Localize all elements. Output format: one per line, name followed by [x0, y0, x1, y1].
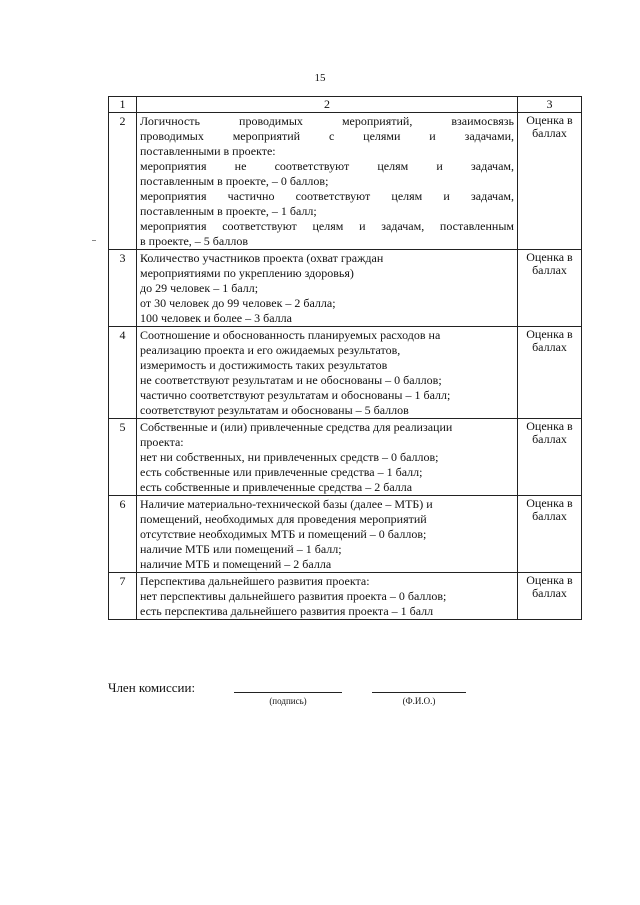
criterion-text: [137, 496, 518, 573]
header-col-3: 3: [518, 97, 582, 113]
criterion-line: помещений, необходимых для проведения мероприятий: [140, 512, 427, 526]
criterion-line: в проекте, – 5 баллов: [140, 234, 248, 248]
criterion-line: мероприятия частично соответствуют целям и задачам,: [140, 189, 514, 203]
criterion-text: [137, 113, 518, 250]
criterion-line: реализацию проекта и его ожидаемых результатов,: [140, 343, 401, 357]
row-number: 5: [109, 419, 137, 496]
score-label-line1: Оценка в: [526, 250, 573, 264]
table-row: [109, 327, 582, 419]
signature-line: [234, 692, 342, 693]
criterion-line: не соответствуют результатам и не обоснованы – 0 баллов;: [140, 373, 442, 387]
score-label-line2: баллах: [532, 509, 567, 523]
criterion-line: поставленным в проекте, – 0 баллов;: [140, 174, 329, 188]
table-row: [109, 419, 582, 496]
criterion-text: [137, 573, 518, 620]
table-header-row: [109, 97, 582, 113]
score-label-line1: Оценка в: [526, 573, 573, 587]
score-cell: [518, 573, 582, 620]
criterion-line: Наличие материально-технической базы (далее – МТБ) и: [140, 497, 433, 511]
table-row: [109, 250, 582, 327]
criterion-line: проводимых мероприятий с целями и задачами,: [140, 129, 514, 143]
header-col-2: 2: [137, 97, 518, 113]
header-col-1: 1: [109, 97, 137, 113]
criterion-line: Количество участников проекта (охват граждан: [140, 251, 384, 265]
criterion-line: соответствуют результатам и обоснованы – 5 баллов: [140, 403, 409, 417]
criterion-line: нет перспективы дальнейшего развития проекта – 0 баллов;: [140, 589, 447, 603]
score-cell: [518, 419, 582, 496]
criterion-line: до 29 человек – 1 балл;: [140, 281, 259, 295]
criterion-line: есть перспектива дальнейшего развития проекта – 1 балл: [140, 604, 434, 618]
score-label-line2: баллах: [532, 263, 567, 277]
table-row: [109, 113, 582, 250]
criterion-line: есть собственные и привлеченные средства – 2 балла: [140, 480, 413, 494]
score-label-line2: баллах: [532, 586, 567, 600]
criterion-line: 100 человек и более – 3 балла: [140, 311, 292, 325]
score-cell: [518, 496, 582, 573]
criterion-line: Собственные и (или) привлеченные средства для реализации: [140, 420, 453, 434]
criterion-line: проекта:: [140, 435, 184, 449]
criterion-text: [137, 419, 518, 496]
margin-mark: [92, 240, 96, 241]
score-label-line2: баллах: [532, 340, 567, 354]
criterion-line: Соотношение и обоснованность планируемых расходов на: [140, 328, 441, 342]
criterion-line: мероприятия не соответствуют целям и задачам,: [140, 159, 514, 173]
criteria-table: [108, 96, 582, 620]
row-number: 4: [109, 327, 137, 419]
criterion-line: от 30 человек до 99 человек – 2 балла;: [140, 296, 336, 310]
score-label-line1: Оценка в: [526, 327, 573, 341]
score-label-line1: Оценка в: [526, 496, 573, 510]
name-caption: (Ф.И.О.): [402, 696, 436, 706]
score-cell: [518, 327, 582, 419]
criterion-line: мероприятия соответствуют целям и задачам, поставленным: [140, 219, 514, 233]
signature-label: Член комиссии:: [108, 680, 196, 695]
signature-caption: (подпись): [269, 696, 307, 706]
criterion-line: Логичность проводимых мероприятий, взаимосвязь: [140, 114, 514, 128]
criterion-line: наличие МТБ или помещений – 1 балл;: [140, 542, 342, 556]
score-label-line1: Оценка в: [526, 113, 573, 127]
criterion-line: поставленными в проекте:: [140, 144, 276, 158]
row-number: 7: [109, 573, 137, 620]
score-cell: [518, 250, 582, 327]
criterion-line: мероприятиями по укреплению здоровья): [140, 266, 354, 280]
row-number: 3: [109, 250, 137, 327]
table-row: [109, 573, 582, 620]
table-row: [109, 496, 582, 573]
criterion-line: измеримость и достижимость таких результатов: [140, 358, 388, 372]
criterion-line: есть собственные или привлеченные средства – 1 балл;: [140, 465, 423, 479]
page-number: 15: [314, 72, 326, 84]
criterion-line: нет ни собственных, ни привлеченных средств – 0 баллов;: [140, 450, 439, 464]
criterion-line: наличие МТБ и помещений – 2 балла: [140, 557, 332, 571]
criterion-text: [137, 327, 518, 419]
row-number: 6: [109, 496, 137, 573]
criterion-text: [137, 250, 518, 327]
score-label-line1: Оценка в: [526, 419, 573, 433]
score-cell: [518, 113, 582, 250]
criterion-line: отсутствие необходимых МТБ и помещений – 0 баллов;: [140, 527, 427, 541]
criterion-line: частично соответствуют результатам и обоснованы – 1 балл;: [140, 388, 451, 402]
score-label-line2: баллах: [532, 432, 567, 446]
row-number: 2: [109, 113, 137, 250]
criterion-line: поставленным в проекте, – 1 балл;: [140, 204, 317, 218]
criterion-line: Перспектива дальнейшего развития проекта:: [140, 574, 370, 588]
score-label-line2: баллах: [532, 126, 567, 140]
name-line: [372, 692, 466, 693]
